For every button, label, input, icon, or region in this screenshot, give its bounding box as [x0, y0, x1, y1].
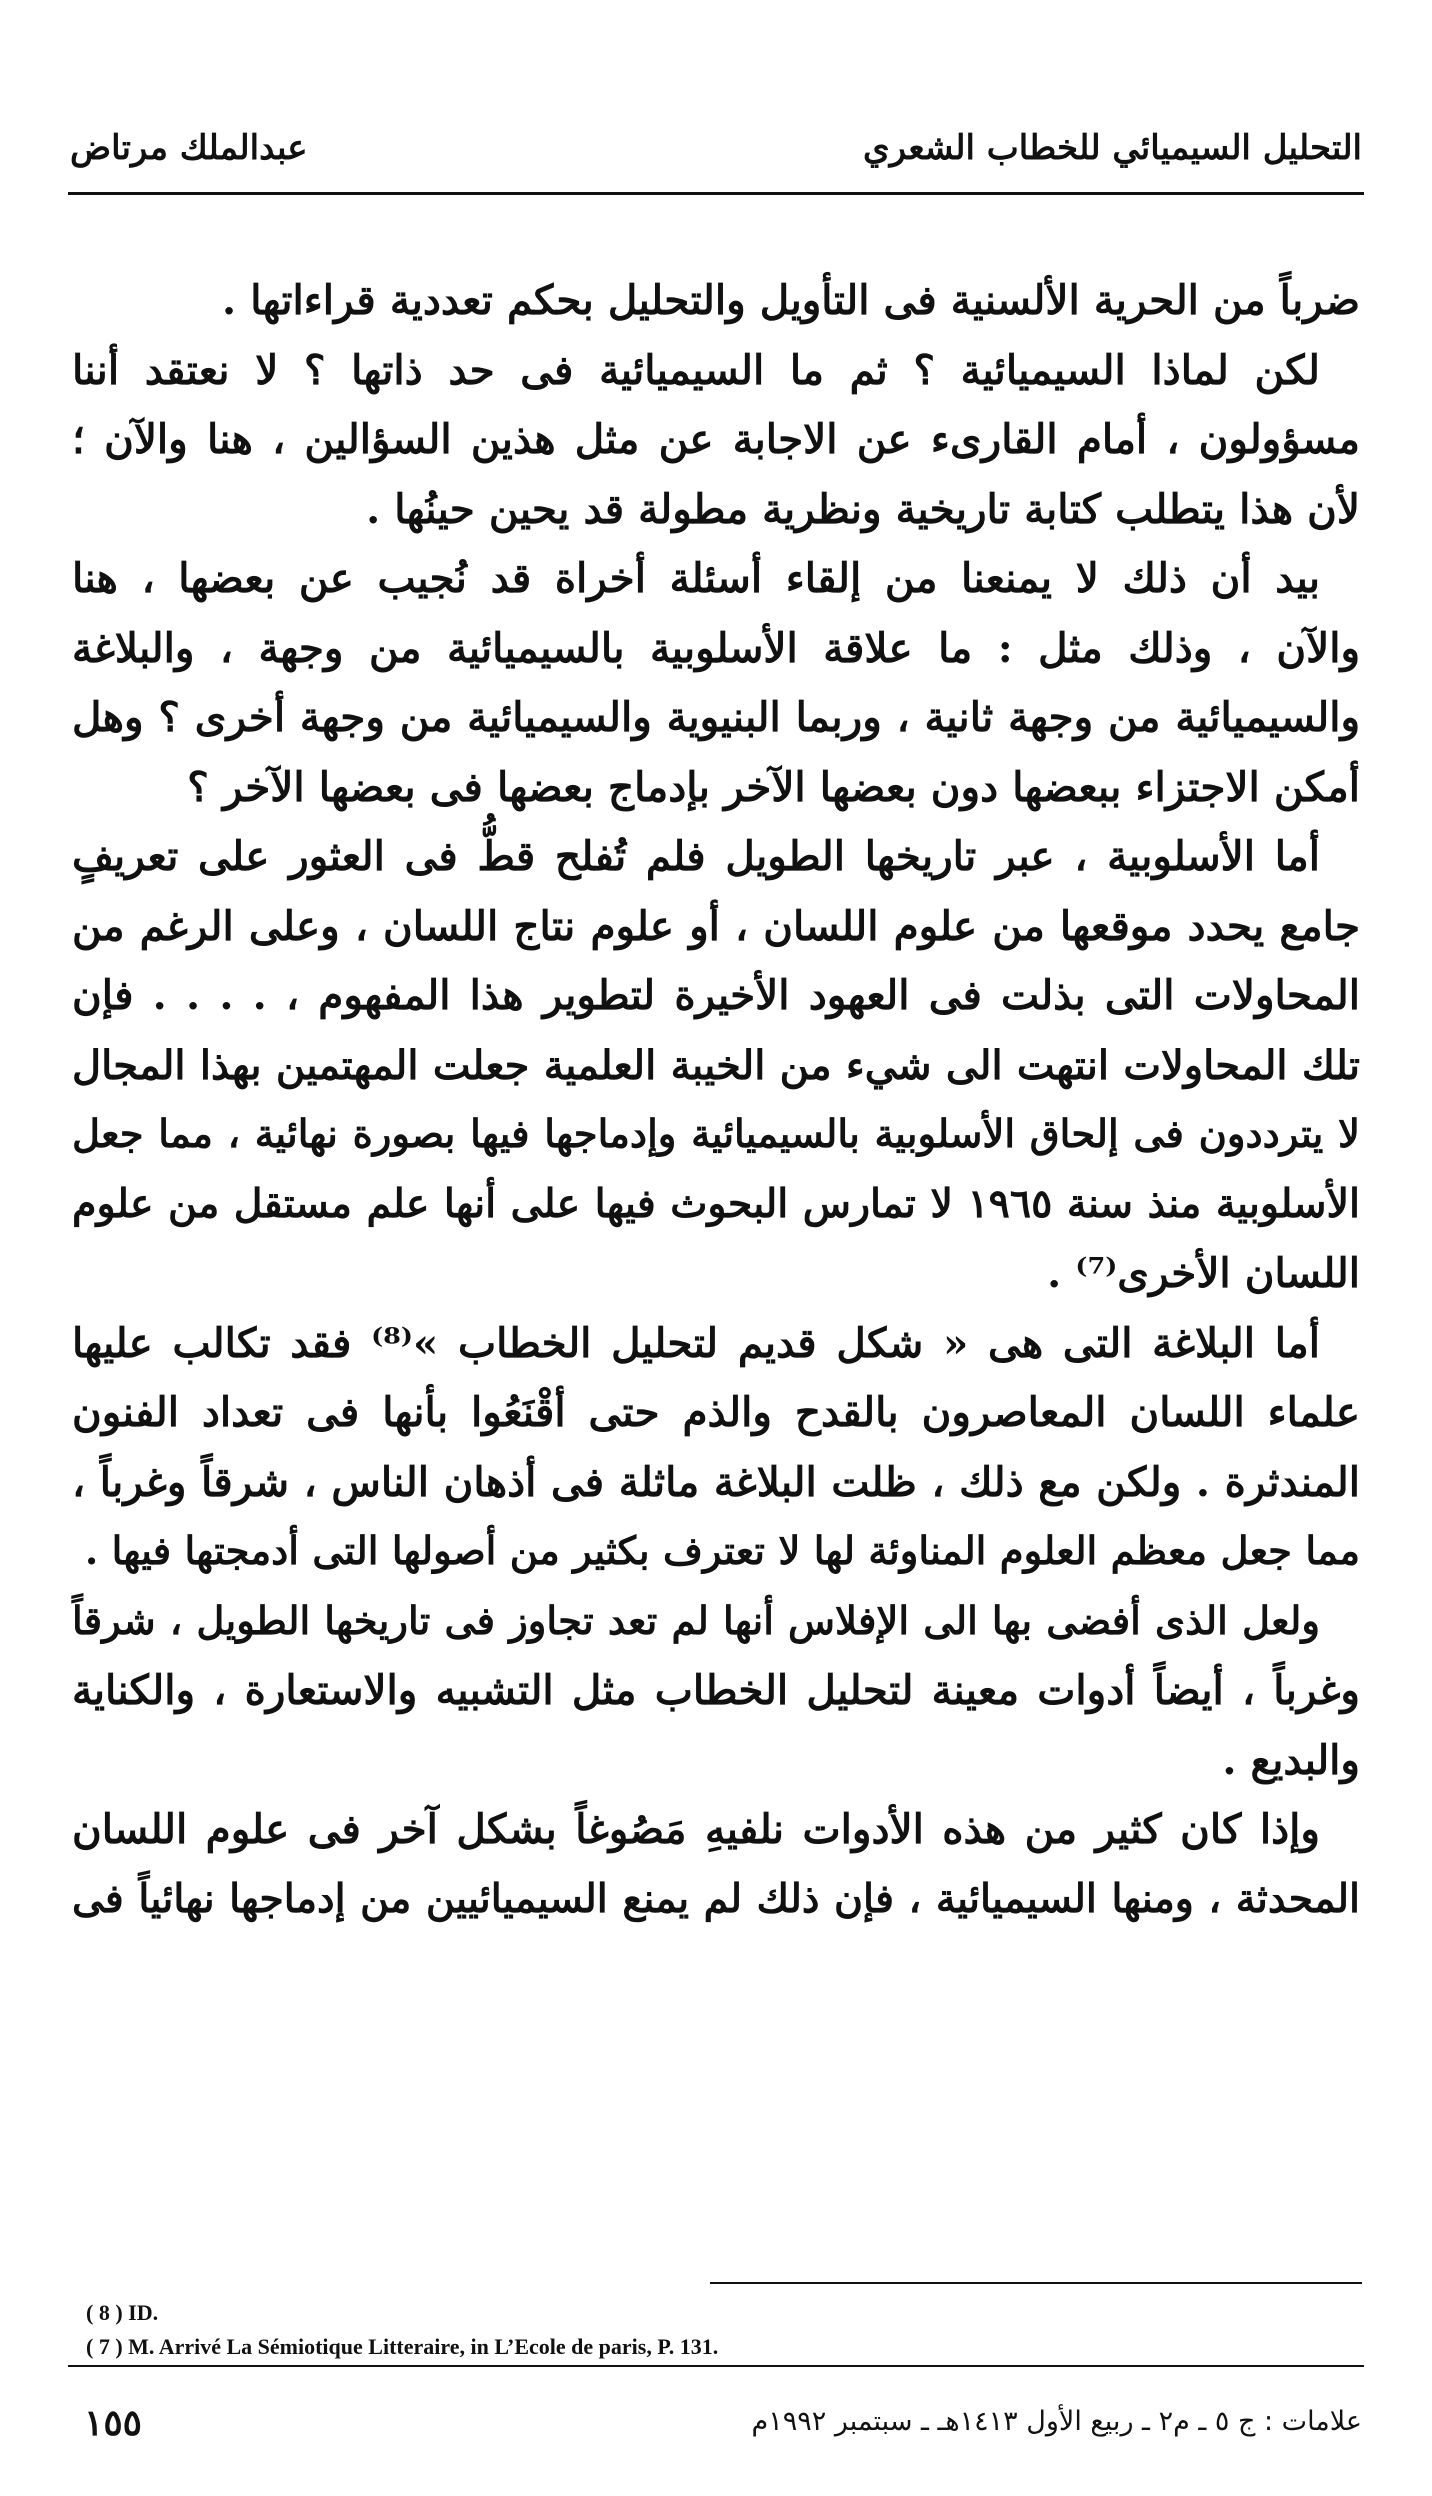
text-line: اللسان الأخرى⁽⁷⁾ . — [1047, 1249, 1360, 1297]
text-line: لكن لماذا السيميائية ؟ ثم ما السيميائية فى حد ذاتها ؟ لا نعتقد أننا — [72, 345, 1320, 394]
running-head — [70, 128, 1362, 188]
page-number: ١٥٥ — [84, 2402, 143, 2444]
text-line: وغرباً ، أيضاً أدوات معينة لتحليل الخطاب مثل التشبيه والاستعارة ، والكناية — [72, 1666, 1360, 1714]
text-line: ولعل الذى أفضى بها الى الإفلاس أنها لم تعد تجاوز فى تاريخها الطويل ، شرقاً — [72, 1598, 1320, 1644]
text-line: والسيميائية من وجهة ثانية ، وربما البنيوية والسيميائية من وجهة أخرى ؟ وهل — [72, 693, 1360, 741]
text-line: والبديع . — [1222, 1735, 1360, 1784]
text-line: لا يترددون فى إلحاق الأسلوبية بالسيميائية وإدماجها فيها بصورة نهائية ، مما جعل — [72, 1112, 1360, 1157]
footnote-rule — [710, 2282, 1362, 2284]
text-line: لأن هذا يتطلب كتابة تاريخية ونظرية مطولة قد يحين حينُها . — [366, 484, 1360, 533]
text-line: المندثرة . ولكن مع ذلك ، ظلت البلاغة ماثلة فى أذهان الناس ، شرقاً وغرباً ، — [72, 1457, 1360, 1506]
text-line: مما جعل معظم العلوم المناوئة لها لا تعترف بكثير من أصولها التى أدمجتها فيها . — [84, 1529, 1360, 1574]
text-line: المحدثة ، ومنها السيميائية ، فإن ذلك لم يمنع السيميائيين من إدماجها نهائياً فى — [72, 1875, 1360, 1922]
text-line: والآن ، وذلك مثل : ما علاقة الأسلوبية بالسيميائية من وجهة ، والبلاغة — [72, 623, 1360, 672]
text-line: وإذا كان كثير من هذه الأدوات نلفيهِ مَصُوغاً بشكل آخر فى علوم اللسان — [72, 1805, 1320, 1853]
text-line: أما الأسلوبية ، عبر تاريخها الطويل فلم تُفلح قطُّ فى العثور على تعريفٍ — [72, 832, 1320, 880]
running-head-title: التحليل السيميائي للخطاب الشعري — [863, 128, 1362, 168]
text-line: بيد أن ذلك لا يمنعنا من إلقاء أسئلة أخراة قد نُجيب عن بعضها ، هنا — [72, 554, 1320, 602]
footer-bar — [0, 2402, 1432, 2466]
text-line: علماء اللسان المعاصرون بالقدح والذم حتى أقْنَعُوا بأنها فى تعداد الفنون — [72, 1388, 1360, 1436]
text-line: تلك المحاولات انتهت الى شيء من الخيبة العلمية جعلت المهتمين بهذا المجال — [72, 1041, 1360, 1089]
text-line: المحاولات التى بذلت فى العهود الأخيرة لتطوير هذا المفهوم ، . . . . فإن — [72, 971, 1360, 1019]
journal-citation: علامات : ج ٥ ـ م٢ ـ ربيع الأول ١٤١٣هـ ـ سبتمبر ١٩٩٢م — [751, 2406, 1362, 2437]
text-line: مسؤولون ، أمام القارىء عن الاجابة عن مثل هذين السؤالين ، هنا والآن ؛ — [72, 415, 1360, 463]
body-text — [72, 266, 1360, 1934]
text-line: ضرباً من الحرية الألسنية فى التأويل والتحليل بحكم تعددية قراءاتها . — [222, 276, 1360, 324]
header-rule — [68, 192, 1364, 195]
running-head-author: عبدالملك مرتاض — [70, 128, 308, 168]
text-line: الأسلوبية منذ سنة ١٩٦٥ لا تمارس البحوث فيها على أنها علم مستقل من علوم — [72, 1180, 1360, 1227]
footnote-8: ( 8 ) ID. — [86, 2300, 159, 2325]
footnotes — [86, 2296, 718, 2364]
text-line: جامع يحدد موقعها من علوم اللسان ، أو علوم نتاج اللسان ، وعلى الرغم من — [72, 901, 1360, 950]
footnote-7: ( 7 ) M. Arrivé La Sémiotique Litteraire, in L’Ecole de paris, P. 131. — [86, 2334, 719, 2359]
text-line: أمكن الاجتزاء ببعضها دون بعضها الآخر بإدماج بعضها فى بعضها الآخر ؟ — [187, 762, 1360, 811]
footer-rule — [68, 2365, 1364, 2367]
text-line: أما البلاغة التى هى « شكل قديم لتحليل الخطاب »⁽⁸⁾ فقد تكالب عليها — [72, 1318, 1320, 1367]
